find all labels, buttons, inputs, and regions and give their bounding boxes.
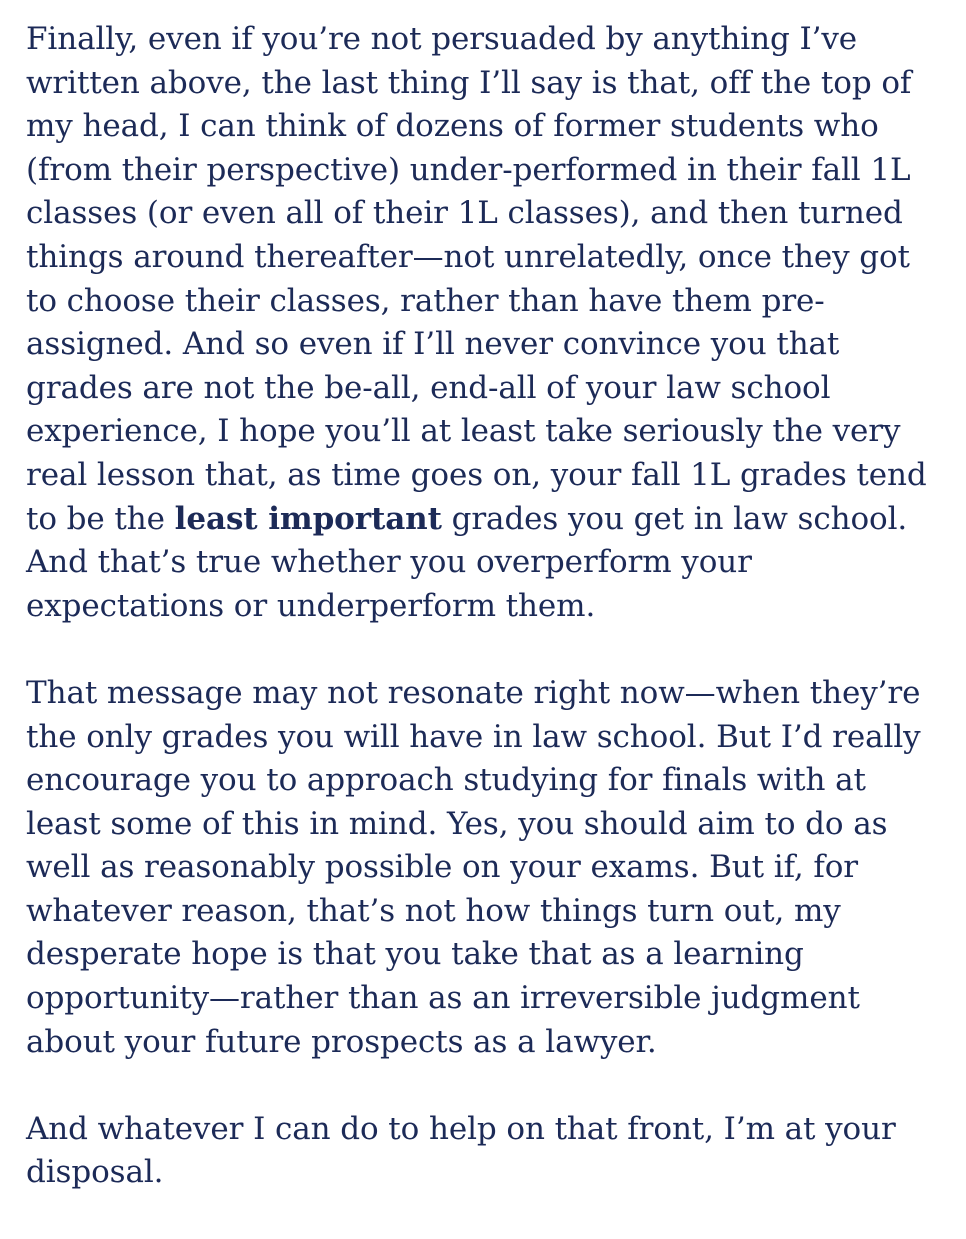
emphasis-least-important: least important (174, 500, 442, 537)
text-line: to choose their classes, rather than have them pre- (26, 282, 825, 319)
text-line: And that’s true whether you overperform your (26, 544, 752, 581)
text-line: grades are not the be-all, end-all of your law school (26, 369, 831, 406)
text-line: whatever reason, that’s not how things turn out, my (26, 892, 841, 929)
text-line: about your future prospects as a lawyer. (26, 1023, 657, 1060)
text-line: real lesson that, as time goes on, your fall 1L grades tend (26, 456, 927, 493)
text-line: That message may not resonate right now—when they’re (26, 674, 921, 711)
document-body (26, 18, 946, 1239)
text-line: well as reasonably possible on your exams. But if, for (26, 849, 859, 886)
text-line: expectations or underperform them. (26, 587, 596, 624)
text-line: experience, I hope you’ll at least take seriously the very (26, 413, 901, 450)
text-line: least some of this in mind. Yes, you should aim to do as (26, 805, 888, 842)
text-line: encourage you to approach studying for finals with at (26, 762, 866, 799)
paragraph-1 (26, 18, 946, 628)
text-line: assigned. And so even if I’ll never convince you that (26, 326, 840, 363)
text-line: things around thereafter—not unrelatedly, once they got (26, 238, 910, 275)
text-segment: grades you get in law school. (441, 500, 908, 537)
text-line: written above, the last thing I’ll say is that, off the top of (26, 64, 912, 101)
text-line: opportunity—rather than as an irreversible judgment (26, 980, 860, 1017)
text-line: And whatever I can do to help on that front, I’m at your (26, 1110, 896, 1147)
text-line-with-emphasis (26, 498, 946, 542)
paragraph-3 (26, 1108, 946, 1195)
text-line: classes (or even all of their 1L classes), and then turned (26, 195, 903, 232)
text-line: desperate hope is that you take that as a learning (26, 936, 804, 973)
text-line: my head, I can think of dozens of former students who (26, 108, 879, 145)
text-line: (from their perspective) under-performed in their fall 1L (26, 151, 911, 188)
text-line: the only grades you will have in law school. But I’d really (26, 718, 921, 755)
text-line: Finally, even if you’re not persuaded by anything I’ve (26, 21, 858, 57)
text-segment: to be the (26, 500, 175, 537)
text-line: disposal. (26, 1154, 164, 1191)
paragraph-2 (26, 672, 946, 1064)
